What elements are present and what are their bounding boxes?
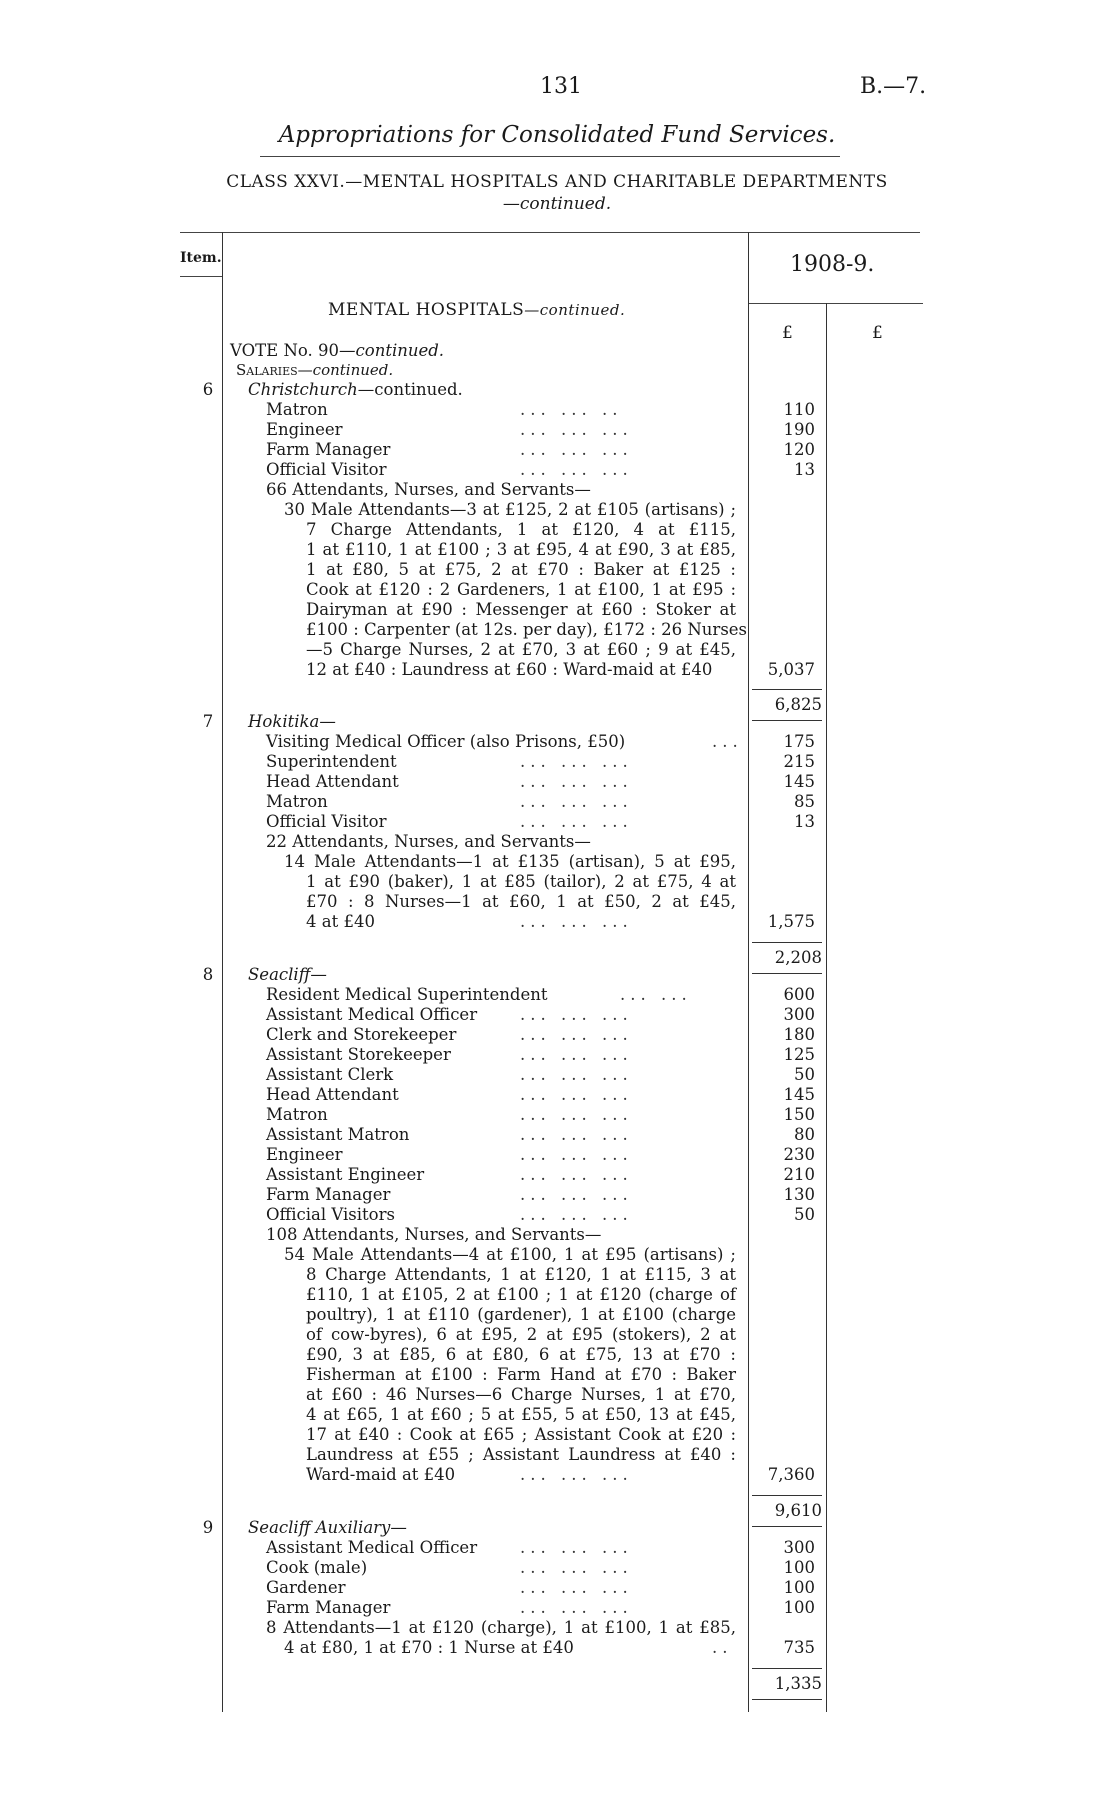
attendants-heading: 66 Attendants, Nurses, and Servants— <box>266 480 591 499</box>
table-row: Official Visitors ... ... ... 50 <box>266 1205 815 1224</box>
class-heading: CLASS XXVI.—MENTAL HOSPITALS AND CHARITABLE DEPARTMENTS <box>226 172 888 192</box>
attendants-line: Dairyman at £90 : Messenger at £60 : Stoker at <box>306 600 736 619</box>
hokitika-heading: 7 Hokitika— <box>202 712 336 731</box>
table-row: Farm Manager ... ... ... 130 <box>266 1185 815 1204</box>
attendants-line: 54 Male Attendants—4 at £100, 1 at £95 (artisans) ; <box>284 1245 736 1264</box>
attendants-line: £70 : 8 Nurses—1 at £60, 1 at £50, 2 at £45, <box>306 892 736 911</box>
attendants-line: at £60 : 46 Nurses—6 Charge Nurses, 1 at £70, <box>306 1385 736 1404</box>
attendants-line: 4 at £40 ... ... ... 1,575 <box>306 912 815 931</box>
document-reference: B.—7. <box>860 74 927 99</box>
page-title: Appropriations for Consolidated Fund Services. <box>278 122 836 148</box>
seacliff-auxiliary-heading: 9 Seacliff Auxiliary— <box>202 1518 407 1537</box>
attendants-heading: 108 Attendants, Nurses, and Servants— <box>266 1225 602 1244</box>
salaries-heading: Salaries—continued. <box>236 361 394 379</box>
table-row: Matron ... ... ... 150 <box>266 1105 815 1124</box>
table-row: Assistant Storekeeper ... ... ... 125 <box>266 1045 815 1064</box>
attendants-line: 1 at £110, 1 at £100 ; 3 at £95, 4 at £90, 3 at £85, <box>306 540 736 559</box>
attendants-line: Cook at £120 : 2 Gardeners, 1 at £100, 1 at £95 : <box>306 580 736 599</box>
attendants-heading: 22 Attendants, Nurses, and Servants— <box>266 832 591 851</box>
table-row: Head Attendant ... ... ... 145 <box>266 1085 815 1104</box>
table-row: Engineer ... ... ... 230 <box>266 1145 815 1164</box>
attendants-line: £110, 1 at £105, 2 at £100 ; 1 at £120 (charge of <box>306 1285 736 1304</box>
class-subheading: —continued. <box>502 194 612 214</box>
table-row: Visiting Medical Officer (also Prisons, £50) ... 175 <box>266 732 815 751</box>
attendants-line: 4 at £80, 1 at £70 : 1 Nurse at £40 .. 735 <box>284 1638 815 1657</box>
christchurch-total: 6,825 <box>752 689 822 721</box>
attendants-line: 17 at £40 : Cook at £65 ; Assistant Cook at £20 : <box>306 1425 736 1444</box>
table-row: Matron ... ... ... 85 <box>266 792 815 811</box>
table-row: Official Visitor ... ... ... 13 <box>266 812 815 831</box>
attendants-line: Fisherman at £100 : Farm Hand at £70 : Baker <box>306 1365 736 1384</box>
table-row: Cook (male) ... ... ... 100 <box>266 1558 815 1577</box>
table-row: Resident Medical Superintendent ... ... 600 <box>266 985 815 1004</box>
attendants-line: 12 at £40 : Laundress at £60 : Ward-maid at £40 5,037 <box>306 660 815 679</box>
table-row: Assistant Engineer ... ... ... 210 <box>266 1165 815 1184</box>
table-row: Assistant Matron ... ... ... 80 <box>266 1125 815 1144</box>
table-row: Matron ... ... .. 110 <box>266 400 815 419</box>
attendants-line: £90, 3 at £85, 6 at £80, 6 at £75, 13 at £70 : <box>306 1345 736 1364</box>
currency-symbol-left: £ <box>782 323 793 343</box>
attendants-line: 8 Attendants—1 at £120 (charge), 1 at £100, 1 at £85, <box>266 1618 736 1637</box>
year-header-rule <box>748 303 923 304</box>
attendants-line: 1 at £80, 5 at £75, 2 at £70 : Baker at £125 : <box>306 560 736 579</box>
attendants-line: £100 : Carpenter (at 12s. per day), £172 : 26 Nurses <box>306 620 748 639</box>
attendants-line: 30 Male Attendants—3 at £125, 2 at £105 (artisans) ; <box>284 500 736 519</box>
table-row: Clerk and Storekeeper ... ... ... 180 <box>266 1025 815 1044</box>
table-row: Engineer ... ... ... 190 <box>266 420 815 439</box>
attendants-line: 14 Male Attendants—1 at £135 (artisan), 5 at £95, <box>284 852 736 871</box>
vote-heading: VOTE No. 90—continued. <box>230 341 445 360</box>
table-row: Gardener ... ... ... 100 <box>266 1578 815 1597</box>
table-row: Farm Manager ... ... ... 100 <box>266 1598 815 1617</box>
year-header: 1908-9. <box>790 252 875 277</box>
hokitika-total: 2,208 <box>752 942 822 974</box>
page-number: 131 <box>540 74 582 99</box>
attendants-line: 1 at £90 (baker), 1 at £85 (tailor), 2 at £75, 4 at <box>306 872 736 891</box>
attendants-line: 7 Charge Attendants, 1 at £120, 4 at £115, <box>306 520 736 539</box>
attendants-line: poultry), 1 at £110 (gardener), 1 at £100 (charge <box>306 1305 736 1324</box>
seacliff-total: 9,610 <box>752 1495 822 1527</box>
table-row: Assistant Medical Officer ... ... ... 300 <box>266 1005 815 1024</box>
table-row: Assistant Medical Officer ... ... ... 300 <box>266 1538 815 1557</box>
attendants-line: of cow-byres), 6 at £95, 2 at £95 (stokers), 2 at <box>306 1325 736 1344</box>
table-row: Head Attendant ... ... ... 145 <box>266 772 815 791</box>
table-row: Superintendent ... ... ... 215 <box>266 752 815 771</box>
attendants-line: 8 Charge Attendants, 1 at £120, 1 at £115, 3 at <box>306 1265 736 1284</box>
section-title: MENTAL HOSPITALS—continued. <box>328 300 626 320</box>
christchurch-heading: 6 Christchurch—continued. <box>202 380 463 399</box>
item-header-rule <box>180 276 222 277</box>
table-row: Official Visitor ... ... ... 13 <box>266 460 815 479</box>
table-row: Assistant Clerk ... ... ... 50 <box>266 1065 815 1084</box>
title-rule <box>260 156 840 157</box>
table-row: Farm Manager ... ... ... 120 <box>266 440 815 459</box>
attendants-line: Ward-maid at £40 ... ... ... 7,360 <box>306 1465 815 1484</box>
attendants-line: Laundress at £55 ; Assistant Laundress at £40 : <box>306 1445 736 1464</box>
attendants-line: —5 Charge Nurses, 2 at £70, 3 at £60 ; 9 at £45, <box>306 640 736 659</box>
seacliff-heading: 8 Seacliff— <box>202 965 327 984</box>
currency-symbol-right: £ <box>872 323 883 343</box>
item-column-header: Item. <box>180 250 222 266</box>
attendants-line: 4 at £65, 1 at £60 ; 5 at £55, 5 at £50, 13 at £45, <box>306 1405 736 1424</box>
seacliff-auxiliary-total: 1,335 <box>752 1668 822 1700</box>
table-top-rule <box>180 232 920 233</box>
